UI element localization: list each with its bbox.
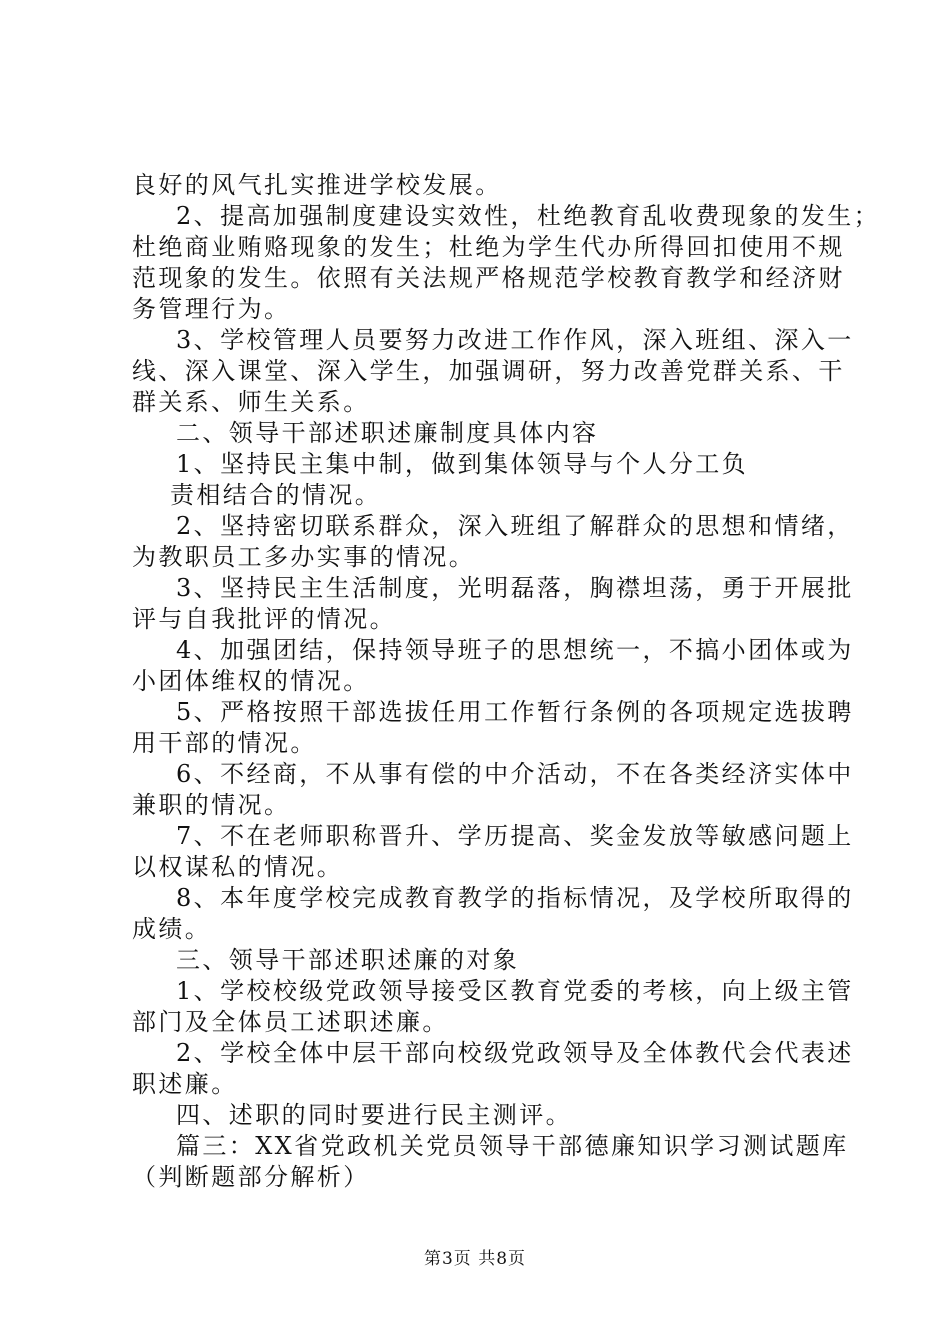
text-line: 6、不经商，不从事有偿的中介活动，不在各类经济实体中 [176,760,854,788]
section-heading: 三、领导干部述职述廉的对象 [176,946,520,974]
text-line: 群关系、师生关系。 [132,388,370,416]
text-line: 以权谋私的情况。 [132,853,344,881]
text-line: 3、坚持民主生活制度，光明磊落，胸襟坦荡，勇于开展批 [176,574,854,602]
text-line: 2、学校全体中层干部向校级党政领导及全体教代会代表述 [176,1039,854,1067]
page-number-footer: 第3页 共8页 [423,1249,527,1269]
chapter-heading: 篇三：XX省党政机关党员领导干部德廉知识学习测试题库 [176,1132,849,1160]
text-line: 范现象的发生。依照有关法规严格规范学校教育教学和经济财 [132,264,845,292]
text-line: 小团体维权的情况。 [132,667,370,695]
text-line: 5、严格按照干部选拔任用工作暂行条例的各项规定选拔聘 [176,698,854,726]
text-line: （判断题部分解析） [132,1163,370,1191]
text-line: 职述廉。 [132,1070,238,1098]
section-heading: 四、述职的同时要进行民主测评。 [176,1101,572,1129]
text-line: 8、本年度学校完成教育教学的指标情况，及学校所取得的 [176,884,854,912]
text-line: 4、加强团结，保持领导班子的思想统一，不搞小团体或为 [176,636,854,664]
text-line: 用干部的情况。 [132,729,317,757]
text-line: 务管理行为。 [132,295,291,323]
text-line: 线、深入课堂、深入学生，加强调研，努力改善党群关系、干 [132,357,845,385]
text-line: 1、坚持民主集中制，做到集体领导与个人分工负 [176,450,749,478]
text-line: 7、不在老师职称晋升、学历提高、奖金发放等敏感问题上 [176,822,854,850]
text-line: 为教职员工多办实事的情况。 [132,543,476,571]
text-line: 2、提高加强制度建设实效性，杜绝教育乱收费现象的发生； [176,202,881,230]
text-line: 2、坚持密切联系群众，深入班组了解群众的思想和情绪， [176,512,854,540]
section-heading: 二、领导干部述职述廉制度具体内容 [176,419,599,447]
text-line: 1、学校校级党政领导接受区教育党委的考核，向上级主管 [176,977,854,1005]
text-line: 评与自我批评的情况。 [132,605,396,633]
text-line: 成绩。 [132,915,212,943]
text-line: 杜绝商业贿赂现象的发生；杜绝为学生代办所得回扣使用不规 [132,233,845,261]
text-line: 兼职的情况。 [132,791,291,819]
text-line: 部门及全体员工述职述廉。 [132,1008,449,1036]
text-line: 责相结合的情况。 [170,481,382,509]
text-line: 良好的风气扎实推进学校发展。 [132,171,502,199]
document-body [132,170,881,1193]
text-line: 3、学校管理人员要努力改进工作作风，深入班组、深入一 [176,326,854,354]
